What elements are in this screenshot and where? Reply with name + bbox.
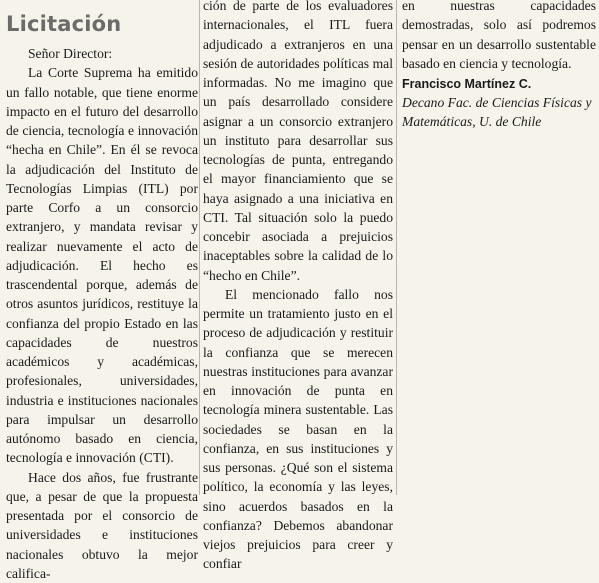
column-divider xyxy=(396,0,397,495)
signature-name: Francisco Martínez C. xyxy=(402,75,596,93)
paragraph: Hace dos años, fue frustrante que, a pesar de que la propuesta presentada por el consorcio de universidades e instituciones nacionales obtuvo la mejor califica- xyxy=(6,468,198,583)
letter-salutation: Señor Director: xyxy=(6,44,198,63)
letter-column-3 xyxy=(402,0,596,495)
paragraph: ción de parte de los evaluadores internacionales, el ITL fuera adjudicado a extranjeros en una sesión de autoridades políticas mal informadas. No me imagino que un país desarrollado considere asignar a un consorcio extranjero un instituto para desarrollar sus tecnologías de punta, entregando el mayor financiamiento que se haya asignado a una iniciativa en CTI. Tal situación solo la puedo concebir asociada a prejuicios inaceptables sobre la calidad de lo “hecho en Chile”. xyxy=(203,0,393,285)
letter-title: Licitación xyxy=(6,11,198,37)
paragraph: El mencionado fallo nos permite un tratamiento justo en el proceso de adjudicación y restituir la confianza que se merecen nuestras instituciones para avanzar en innovación de punta en tecnología minera sustentable. Las sociedades se basan en la confianza, en sus instituciones y sus personas. ¿Qué son el sistema político, la economía y las leyes, sino acuerdos basados en la confianza? Debemos abandonar viejos prejuicios para creer y confiar xyxy=(203,285,393,574)
paragraph: en nuestras capacidades demostradas, solo así podremos pensar en un desarrollo sustentable basado en ciencia y tecnología. xyxy=(402,0,596,73)
letter-column-2 xyxy=(203,0,393,495)
column-divider xyxy=(199,0,200,495)
paragraph: La Corte Suprema ha emitido un fallo notable, que tiene enorme impacto en el futuro del desarrollo de ciencia, tecnología e innovación “hecha en Chile”. En él se revoca la adjudicación del Instituto de Tecnologías Limpias (ITL) por parte Corfo a un consorcio extranjero, y mandata revisar y realizar nuevamente el acto de adjudicación. El hecho es trascendental porque, además de otros asuntos jurídicos, restituye la confianza del propio Estado en las capacidades de nuestros académicos y académicas, profesionales, universidades, industria e instituciones nacionales para impulsar un desarrollo autónomo basado en ciencia, tecnología e innovación (CTI). xyxy=(6,63,198,467)
letter-column-1 xyxy=(6,0,198,495)
signature-role: Decano Fac. de Ciencias Físicas y Matemáticas, U. de Chile xyxy=(402,93,596,131)
